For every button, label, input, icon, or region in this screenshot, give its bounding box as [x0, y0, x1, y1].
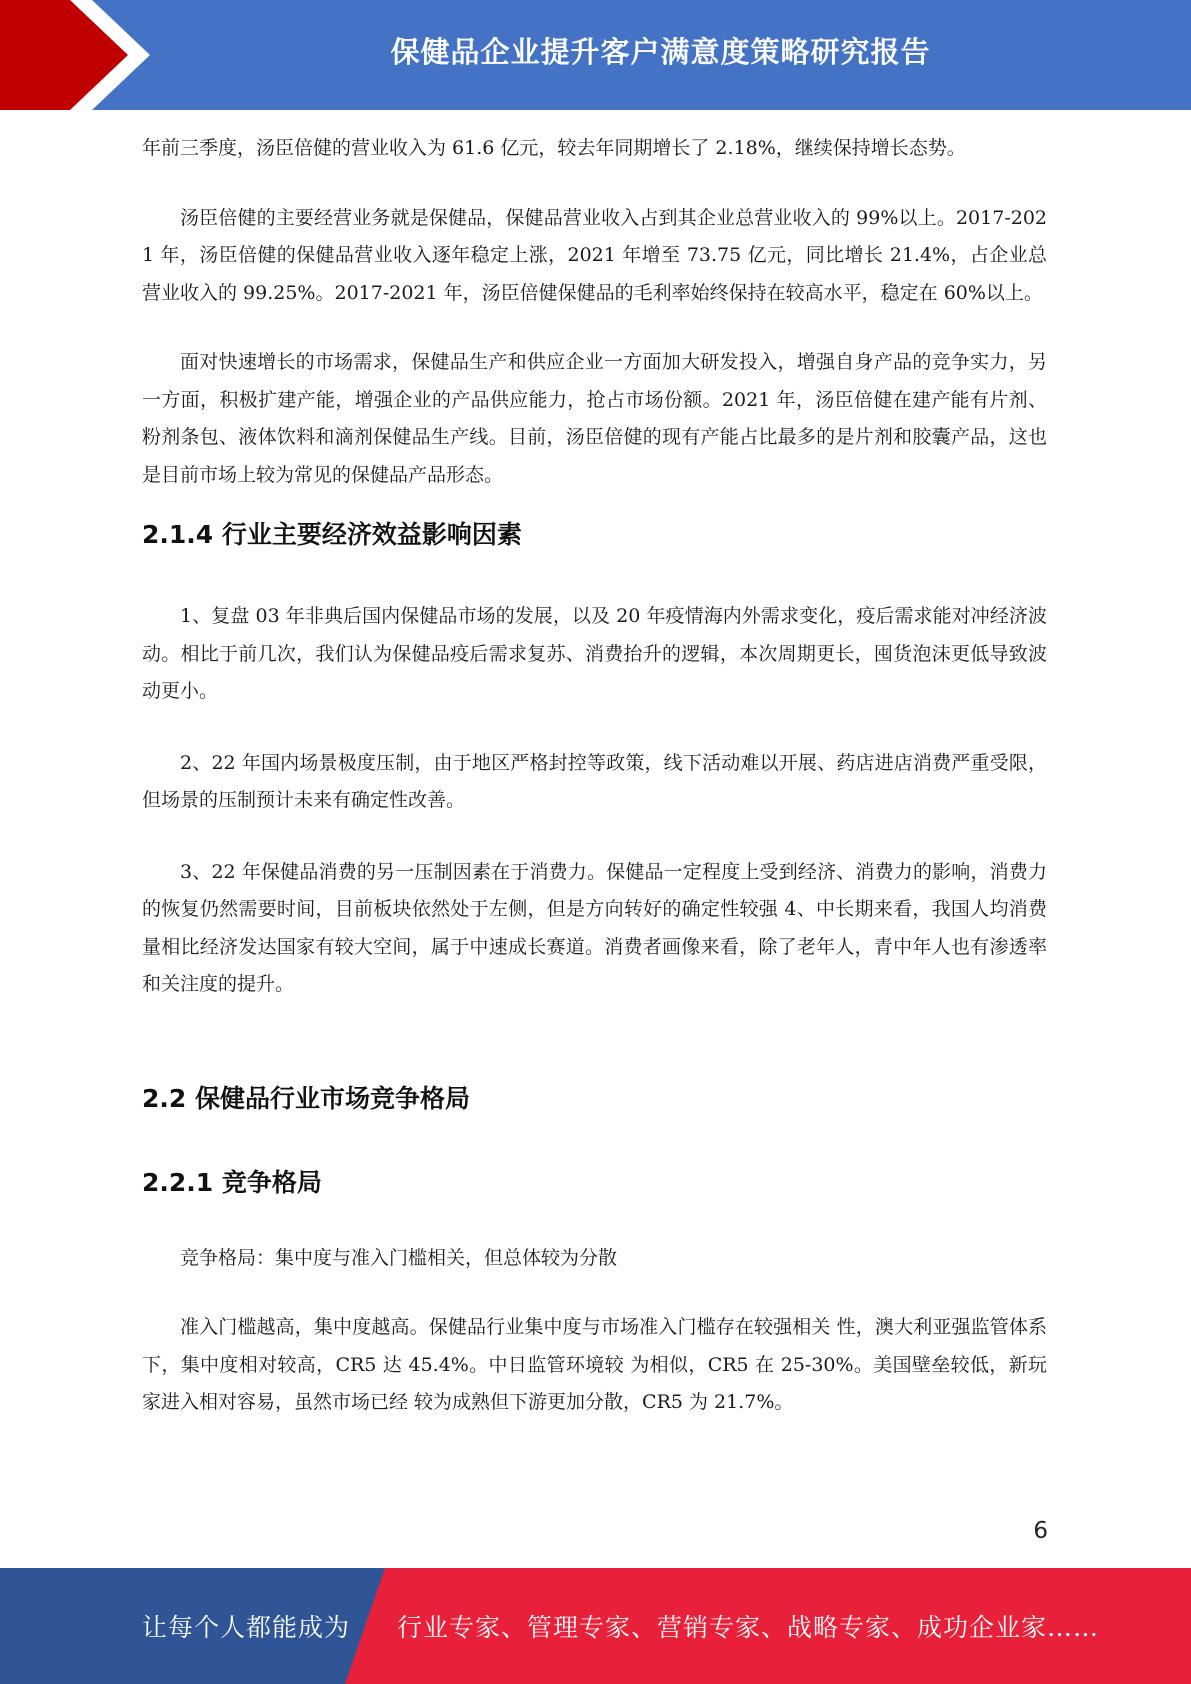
page-footer	[0, 1568, 1191, 1684]
paragraph-factor-3: 3、22 年保健品消费的另一压制因素在于消费力。保健品一定程度上受到经济、消费力的影响，消费力的恢复仍然需要时间，目前板块依然处于左侧，但是方向转好的确定性较强 4、中长期来看，我国人均消费量相比经济发达国家有较大空间，属于中速成长赛道。消费者画像来看，除了老年人，青中年人也有渗透率和关注度的提升。	[142, 860, 1047, 995]
paragraph-capacity: 面对快速增长的市场需求，保健品生产和供应企业一方面加大研发投入，增强自身产品的竞争实力，另一方面，积极扩建产能，增强企业的产品供应能力，抢占市场份额。2021 年，汤臣倍健在建产能有片剂、粉剂条包、液体饮料和滴剂保健品生产线。目前，汤臣倍健的现有产能占比最多的是片剂和胶囊产品，这也是目前市场上较为常见的保健品产品形态。	[142, 351, 1047, 486]
document-body	[142, 130, 1047, 1422]
footer-slogan-right: 行业专家、管理专家、营销专家、战略专家、成功企业家……	[397, 1613, 1100, 1642]
paragraph-factor-2: 2、22 年国内场景极度压制，由于地区严格封控等政策，线下活动难以开展、药店进店消费严重受限，但场景的压制预计未来有确定性改善。	[142, 751, 1047, 811]
page-header	[0, 0, 1191, 110]
paragraph-revenue-q3: 年前三季度，汤臣倍健的营业收入为 61.6 亿元，较去年同期增长了 2.18%，继续保持增长态势。	[142, 137, 966, 159]
report-title: 保健品企业提升客户满意度策略研究报告	[390, 34, 931, 69]
section-heading-2-2-1: 2.2.1 竞争格局	[142, 1167, 322, 1197]
paragraph-main-business: 汤臣倍健的主要经营业务就是保健品，保健品营业收入占到其企业总营业收入的 99%以上。2017-2021 年，汤臣倍健的保健品营业收入逐年稳定上涨，2021 年增至 73.75 亿元，同比增长 21.4%，占企业总营业收入的 99.25%。2017-2021 年，汤臣倍健保健品的毛利率始终保持在较高水平，稳定在 60%以上。	[142, 206, 1047, 304]
footer-slogan-left: 让每个人都能成为	[142, 1613, 351, 1642]
paragraph-factor-1: 1、复盘 03 年非典后国内保健品市场的发展，以及 20 年疫情海内外需求变化，疫后需求能对冲经济波动。相比于前几次，我们认为保健品疫后需求复苏、消费抬升的逻辑，本次周期更长，囤货泡沫更低导致波动更小。	[142, 605, 1047, 702]
section-heading-2-1-4: 2.1.4 行业主要经济效益影响因素	[142, 520, 522, 549]
header-chevron-icon	[0, 0, 170, 110]
section-heading-2-2: 2.2 保健品行业市场竞争格局	[142, 1083, 470, 1113]
paragraph-competition-summary: 竞争格局：集中度与准入门槛相关，但总体较为分散	[180, 1246, 618, 1269]
paragraph-concentration: 准入门槛越高，集中度越高。保健品行业集中度与市场准入门槛存在较强相关 性，澳大利亚强监管体系下，集中度相对较高，CR5 达 45.4%。中日监管环境较 为相似，CR5 在 25-30%。美国壁垒较低，新玩家进入相对容易，虽然市场已经 较为成熟但下游更加分散，CR5 为 21.7%。	[142, 1316, 1047, 1413]
page-number: 6	[1033, 1518, 1048, 1544]
